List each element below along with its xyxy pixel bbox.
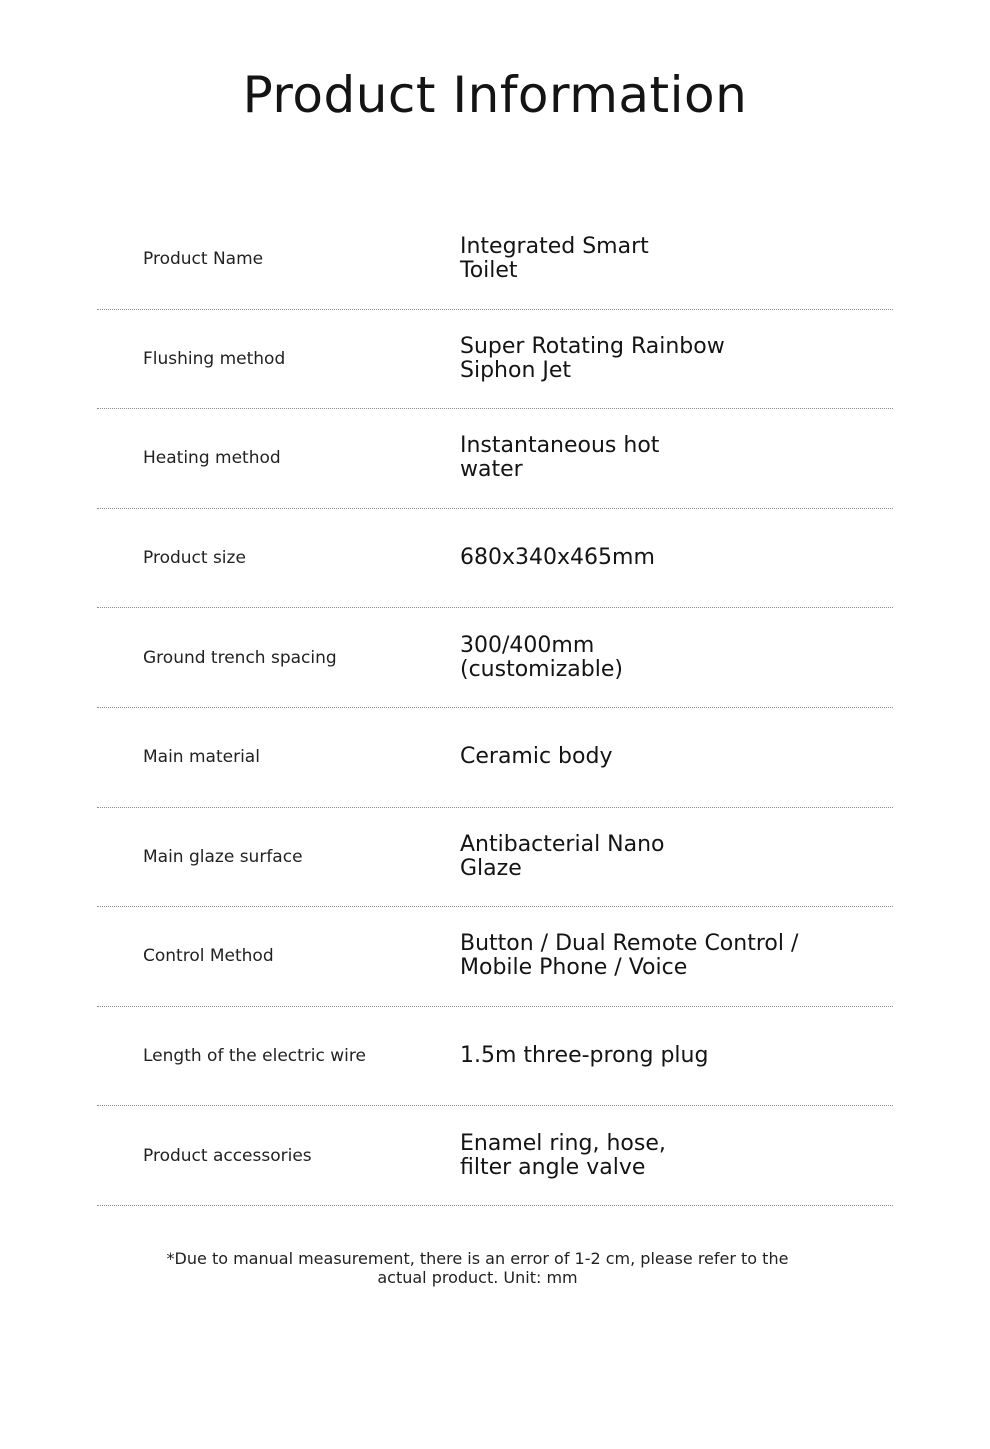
spec-row-electric-wire-length: [97, 1007, 893, 1107]
spec-label: Main glaze surface: [143, 846, 303, 867]
spec-label: Length of the electric wire: [143, 1046, 366, 1067]
spec-row-heating-method: [97, 409, 893, 509]
spec-row-product-name: [97, 210, 893, 310]
spec-label: Ground trench spacing: [143, 647, 337, 668]
spec-row-main-glaze-surface: [97, 808, 893, 908]
spec-row-product-size: [97, 509, 893, 609]
spec-row-control-method: [97, 907, 893, 1007]
spec-value: Ceramic body: [460, 744, 613, 770]
spec-label: Flushing method: [143, 348, 286, 369]
spec-row-flushing-method: [97, 310, 893, 410]
spec-label: Product size: [143, 548, 246, 569]
spec-row-product-accessories: [97, 1106, 893, 1206]
spec-value: Enamel ring, hose, filter angle valve: [460, 1130, 666, 1180]
spec-value: Antibacterial Nano Glaze: [460, 831, 665, 881]
spec-value: 1.5m three-prong plug: [460, 1043, 709, 1069]
spec-table: [97, 210, 893, 1206]
footnote: *Due to manual measurement, there is an error of 1-2 cm, please refer to the actual product. Unit: mm: [166, 1249, 789, 1287]
spec-label: Heating method: [143, 448, 281, 469]
page-title: Product Information: [242, 66, 748, 124]
spec-label: Product Name: [143, 249, 264, 270]
spec-value: Super Rotating Rainbow Siphon Jet: [460, 333, 725, 383]
spec-label: Control Method: [143, 946, 274, 967]
spec-label: Product accessories: [143, 1145, 312, 1166]
spec-value: Instantaneous hot water: [460, 433, 660, 483]
spec-row-ground-trench-spacing: [97, 608, 893, 708]
spec-value: 300/400mm (customizable): [460, 632, 623, 682]
spec-value: 680x340x465mm: [460, 545, 655, 571]
spec-row-main-material: [97, 708, 893, 808]
spec-value: Button / Dual Remote Control / Mobile Phone / Voice: [460, 931, 799, 981]
spec-value: Integrated Smart Toilet: [460, 234, 649, 284]
spec-label: Main material: [143, 747, 260, 768]
